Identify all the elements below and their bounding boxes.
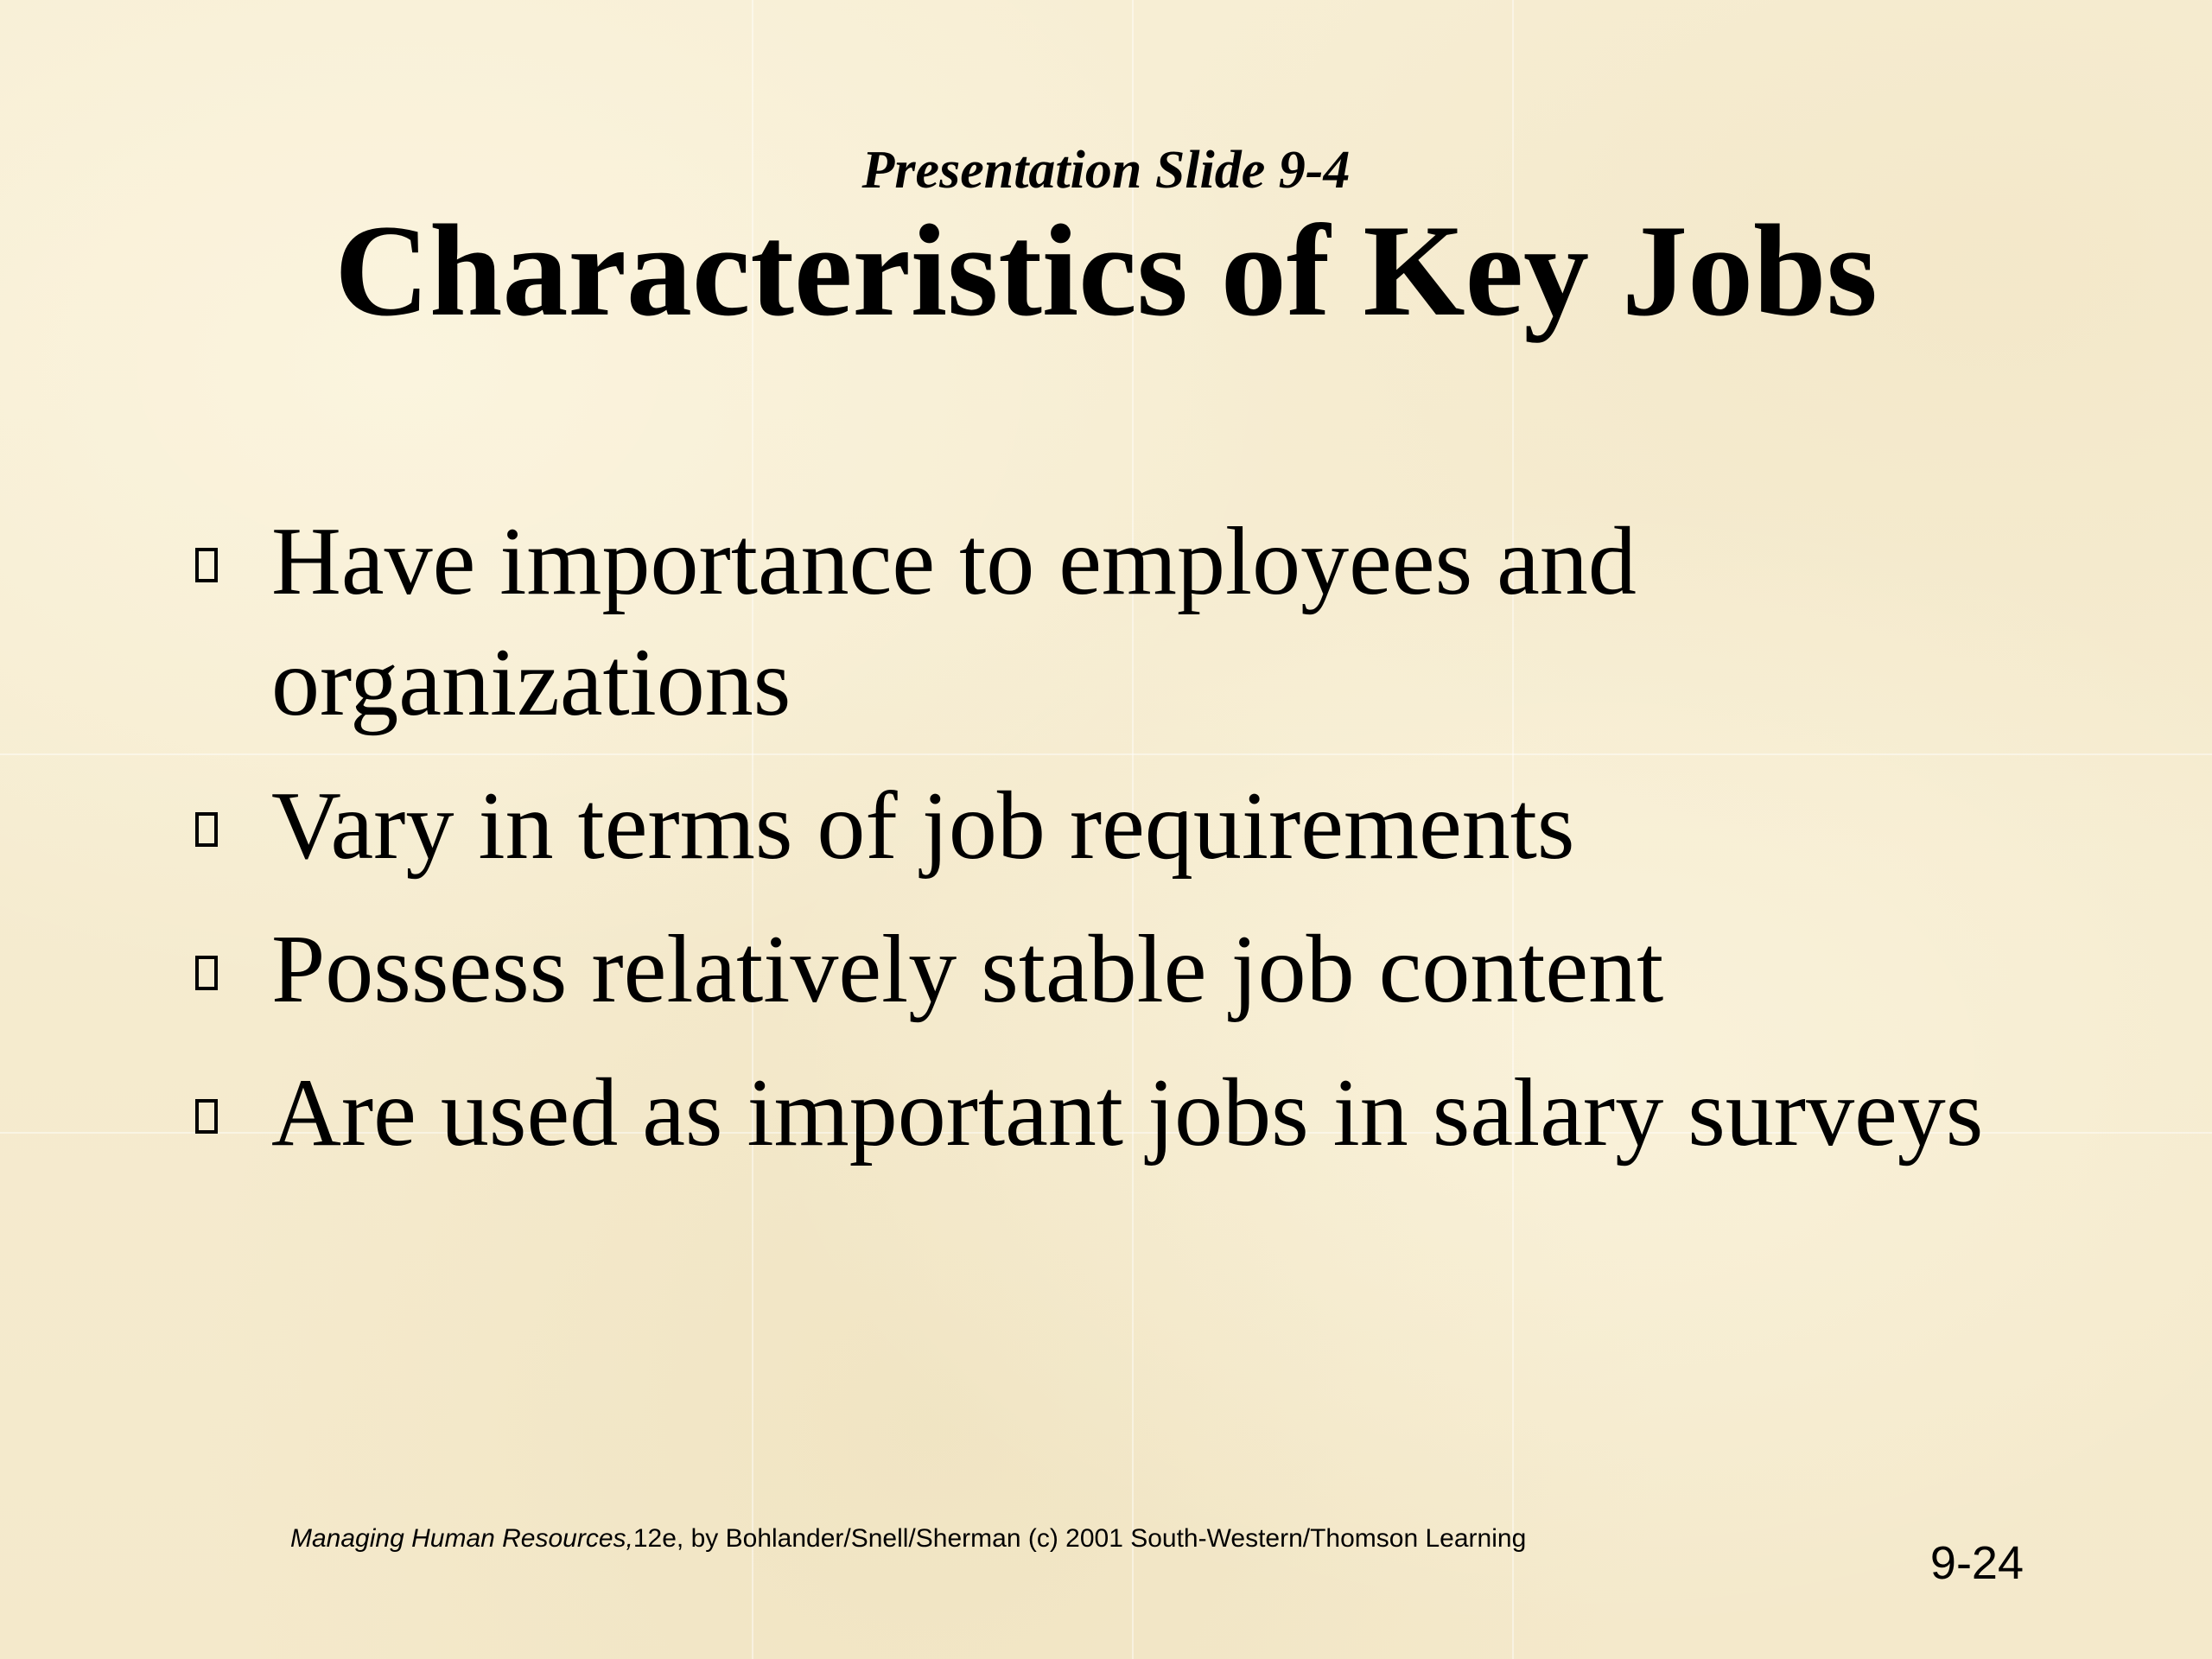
book-title: Managing Human Resources, xyxy=(290,1524,633,1553)
hollow-square-icon xyxy=(195,1099,218,1134)
bullet-text: Are used as important jobs in salary surveys xyxy=(271,1059,1984,1166)
page-number: 9-24 xyxy=(1929,1537,2024,1589)
hollow-square-icon xyxy=(195,956,218,990)
footer-credit xyxy=(290,1524,1526,1554)
bullet-item xyxy=(192,1052,2093,1173)
slide-title: Characteristics of Key Jobs xyxy=(334,198,1878,343)
bullet-item xyxy=(192,501,2093,743)
bullet-text: Vary in terms of job requirements xyxy=(271,772,1575,880)
bullet-text: Possess relatively stable job content xyxy=(271,916,1664,1023)
hollow-square-icon xyxy=(195,548,218,582)
hollow-square-icon xyxy=(195,812,218,847)
bullet-text: Have importance to employees and organizations xyxy=(271,508,1637,736)
credit-text: 12e, by Bohlander/Snell/Sherman (c) 2001 South-Western/Thomson Learning xyxy=(632,1524,1527,1553)
bullet-item xyxy=(192,766,2093,887)
slide-subtitle: Presentation Slide 9-4 xyxy=(861,141,1351,200)
bullet-list xyxy=(192,501,2093,1196)
bullet-item xyxy=(192,909,2093,1030)
